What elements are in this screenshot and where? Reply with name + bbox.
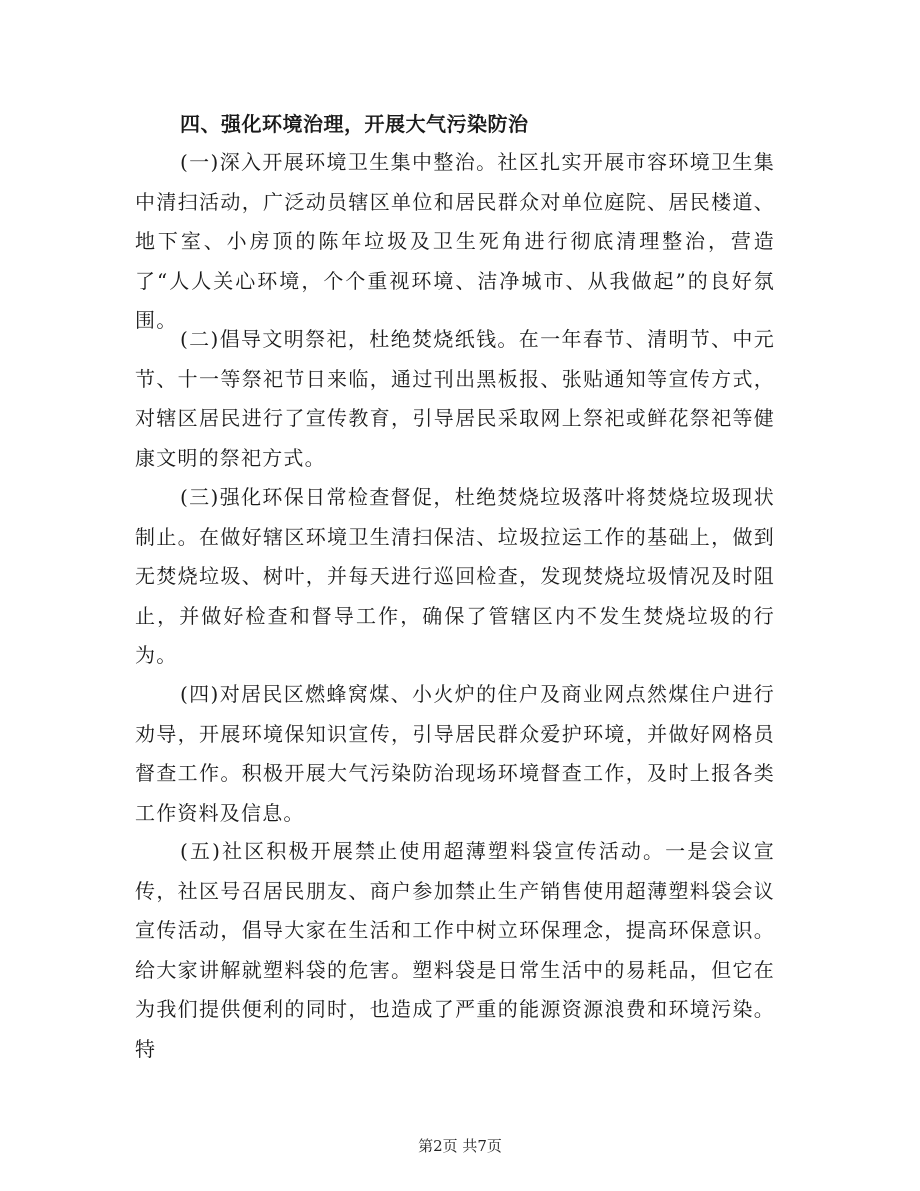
paragraph-3: (三)强化环保日常检查督促，杜绝焚烧垃圾落叶将焚烧垃圾现状制止。在做好辖区环境卫生清扫保洁、垃圾拉运工作的基础上，做到无焚烧垃圾、树叶，并每天进行巡回检查，发现焚烧垃圾情况及时阻止，并做好检查和督导工作，确保了管辖区内不发生焚烧垃圾的行为。 xyxy=(135,485,775,667)
section-heading: 四、强化环境治理，开展大气污染防治 xyxy=(180,112,529,136)
paragraph-5: (五)社区积极开展禁止使用超薄塑料袋宣传活动。一是会议宣传，社区号召居民朋友、商户参加禁止生产销售使用超薄塑料袋会议宣传活动，倡导大家在生活和工作中树立环保理念，提高环保意识。给大家讲解就塑料袋的危害。塑料袋是日常生活中的易耗品，但它在为我们提供便利的同时，也造成了严重的能源资源浪费和环境污染。特 xyxy=(135,839,775,1061)
paragraph-2: (二)倡导文明祭祀，杜绝焚烧纸钱。在一年春节、清明节、中元节、十一等祭祀节日来临，通过刊出黑板报、张贴通知等宣传方式，对辖区居民进行了宣传教育，引导居民采取网上祭祀或鲜花祭祀等健康文明的祭祀方式。 xyxy=(135,327,775,470)
page-number-footer: 第2页 共7页 xyxy=(418,1137,502,1155)
paragraph-4: (四)对居民区燃蜂窝煤、小火炉的住户及商业网点然煤住户进行劝导，开展环境保知识宣传，引导居民群众爱护环境，并做好网格员督查工作。积极开展大气污染防治现场环境督查工作，及时上报各类工作资料及信息。 xyxy=(135,682,775,825)
paragraph-1: (一)深入开展环境卫生集中整治。社区扎实开展市容环境卫生集中清扫活动，广泛动员辖区单位和居民群众对单位庭院、居民楼道、地下室、小房顶的陈年垃圾及卫生死角进行彻底清理整治，营造了“人人关心环境，个个重视环境、洁净城市、从我做起”的良好氛围。 xyxy=(135,150,775,332)
